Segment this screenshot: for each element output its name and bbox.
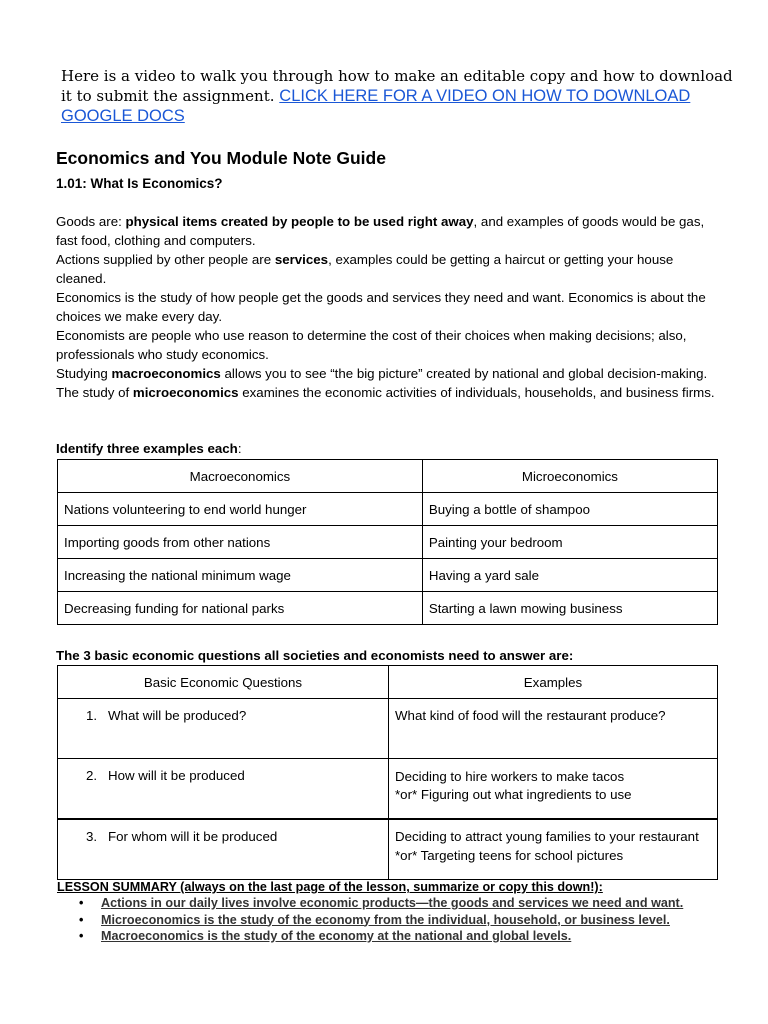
table-header-cell: Examples [389,666,718,699]
table-row [58,759,718,820]
economics-definition: Economics is the study of how people get the goods and services they need and want. Economics is about the choices we make every day. [56,290,706,324]
basic-questions-table [57,665,718,880]
goods-definition: Goods are: physical items created by people to be used right away, and examples of goods would be gas, fast food, clothing and computers. [56,214,705,248]
table-row [58,526,718,559]
table-cell: Painting your bedroom [422,526,717,559]
table-row [58,493,718,526]
example-cell: Deciding to hire workers to make tacos *or* Figuring out what ingredients to use [389,759,718,820]
macro-micro-table [57,459,718,625]
list-item: • Microeconomics is the study of the economy from the individual, household, or business level. [57,912,747,929]
table-cell: Having a yard sale [422,559,717,592]
example-cell: What kind of food will the restaurant produce? [389,699,718,759]
economists-definition: Economists are people who use reason to determine the cost of their choices when making decisions; also, professionals who study economics. [56,328,687,362]
macroeconomics-definition: Studying macroeconomics allows you to see “the big picture” created by national and global decision-making. [56,366,708,381]
table-cell: Increasing the national minimum wage [58,559,423,592]
services-definition: Actions supplied by other people are services, examples could be getting a haircut or getting your house cleaned. [56,252,674,286]
table-cell: Nations volunteering to end world hunger [58,493,423,526]
example-cell: Deciding to attract young families to your restaurant *or* Targeting teens for school pictures [389,819,718,880]
table-cell: Starting a lawn mowing business [422,592,717,625]
table-header-cell: Basic Economic Questions [58,666,389,699]
section-subtitle: 1.01: What Is Economics? [56,176,223,191]
microeconomics-definition: The study of microeconomics examines the economic activities of individuals, households, and business firms. [56,385,715,400]
download-video-link[interactable]: CLICK HERE FOR A VIDEO ON HOW TO DOWNLOAD GOOGLE DOCS [61,87,691,125]
table-row [58,699,718,759]
lesson-summary [57,880,747,945]
question-cell: 2. How will it be produced [58,759,389,820]
question-cell: 1. What will be produced? [58,699,389,759]
table-cell: Buying a bottle of shampoo [422,493,717,526]
intro-text: Here is a video to walk you through how to make an editable copy and how to download it to submit the assignment. [61,67,733,105]
summary-list [57,895,747,945]
identify-label: Identify three examples each: [56,441,242,456]
list-item: • Actions in our daily lives involve economic products—the goods and services we need and want. [57,895,747,912]
table-row [58,559,718,592]
question-cell: 3. For whom will it be produced [58,819,389,880]
table-cell: Importing goods from other nations [58,526,423,559]
table-cell: Decreasing funding for national parks [58,592,423,625]
table-header-row [58,460,718,493]
notes-body [56,212,718,402]
page-title: Economics and You Module Note Guide [56,148,386,168]
intro-paragraph [61,66,741,126]
summary-heading: LESSON SUMMARY (always on the last page of the lesson, summarize or copy this down!): [57,880,603,894]
table-row [58,592,718,625]
table-header-row [58,666,718,699]
list-item: • Macroeconomics is the study of the economy at the national and global levels. [57,928,747,945]
table-header-cell: Microeconomics [422,460,717,493]
table-header-cell: Macroeconomics [58,460,423,493]
table-row [58,819,718,880]
questions-label: The 3 basic economic questions all societies and economists need to answer are: [56,648,574,663]
